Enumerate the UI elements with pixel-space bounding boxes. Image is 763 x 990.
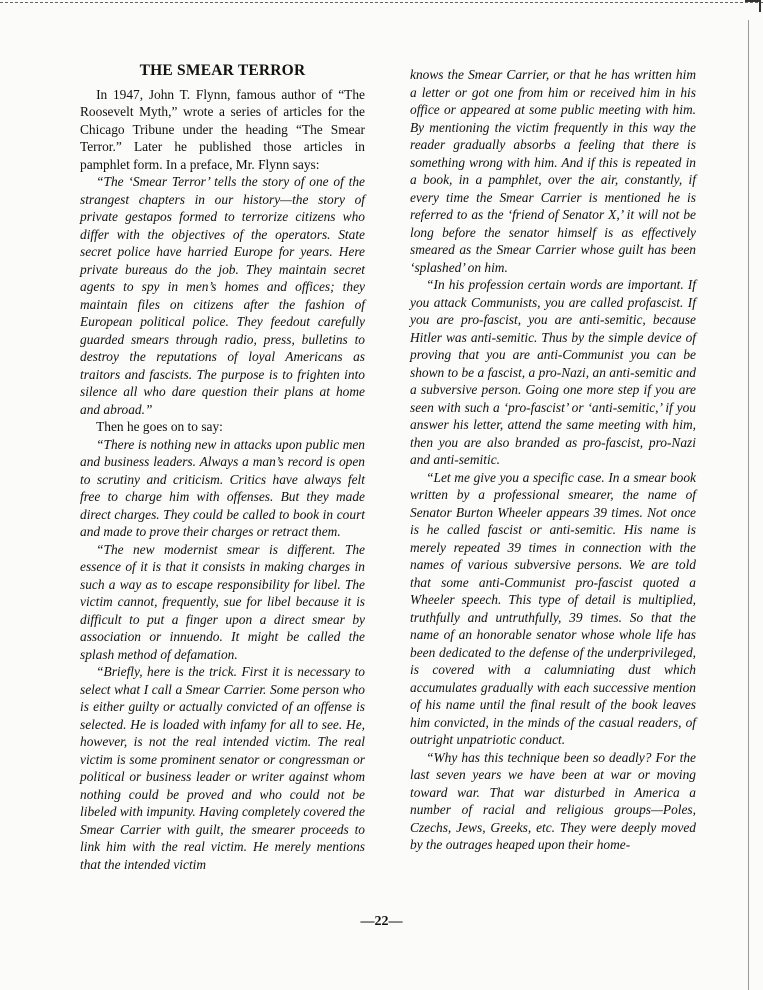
paragraph: In 1947, John T. Flynn, famous author of “The Roosevelt Myth,” wrote a series of articles for the Chicago Tribune under the heading “The Smear Terror.” Later he published those articles in pamphlet form. In a preface, Mr. Flynn says: bbox=[80, 86, 365, 172]
right-column bbox=[410, 66, 696, 854]
quote-paragraph: “There is nothing new in attacks upon public men and business leaders. Always a man’s record is open to scrutiny and criticism. Critics have always felt free to charge him with offenses. But they made direct charges. They could be called to book in court and made to prove their charges or retract them. bbox=[80, 436, 365, 539]
quote-paragraph: “The new modernist smear is different. The essence of it is that it consists in making charges in such a way as to escape responsibility for libel. The victim cannot, frequently, sue for libel because it is difficult to put a finger upon a direct smear by association or innuendo. It might be called the splash method of defamation. bbox=[80, 541, 365, 662]
paragraph: Then he goes on to say: bbox=[96, 419, 223, 434]
quote-paragraph: “Why has this technique been so deadly? For the last seven years we have been at war or moving toward war. That war disturbed in America a number of racial and religious groups—Poles, Czechs, Jews, Greeks, etc. They were deeply moved by the outrages heaped upon their home- bbox=[410, 749, 696, 852]
quote-paragraph: “The ‘Smear Terror’ tells the story of one of the strangest chapters in our history—the story of private gestapos formed to terrorize citizens who differ with the objectives of the operators. State secret police have harried Europe for years. Here private bureaus do the job. They maintain secret agents to spy in men’s homes and offices; they maintain files on citizens after the fashion of European political police. They feedout carefully guarded smears through radio, press, bulletins to destroy the reputations of loyal Americans as traitors and fascists. The purpose is to frighten into silence all who dare question their plans at home and abroad.” bbox=[80, 174, 365, 417]
quote-paragraph: “Let me give you a specific case. In a smear book written by a professional smearer, the name of Senator Burton Wheeler appears 39 times. Not once is he called fascist or anti-semitic. His name is merely repeated 39 times in connection with the names of various subversive persons. We are told that some anti-Communist pro-fascist quoted a Wheeler speech. This type of detail is multiplied, truthfully and untruthfully, 39 times. So that the name of an honorable senator whose whole life has been dedicated to the defense of the underprivileged, is covered with a calumniating dust which accumulates gradually with each successive mention of his name until the final result of the book leaves him convicted, in the minds of the casual readers, of outright unpatriotic conduct. bbox=[410, 469, 696, 747]
top-border-rule bbox=[0, 2, 763, 3]
quote-paragraph: “In his profession certain words are important. If you attack Communists, you are called profascist. If you are pro-fascist, you are anti-semitic, because Hitler was anti-semitic. Thus by the simple device of proving that you are anti-Communist you can be shown to be a fascist, a pro-Nazi, an anti-semitic and a subversive person. Going one more step if you are seen with such a ‘pro-fascist’ or ‘anti-semitic,’ if you answer his letter, attend the same meeting with him, then you are also branded as pro-fascist, pro-Nazi and anti-semitic. bbox=[410, 277, 696, 467]
page-corner-mark bbox=[745, 0, 761, 12]
page-number: —22— bbox=[360, 914, 403, 929]
quote-paragraph: “Briefly, here is the trick. First it is necessary to select what I call a Smear Carrier. Some person who is either guilty or actually convicted of an offense is selected. He is loaded with infamy for all to see. He, however, is not the real intended victim. The real victim is some prominent senator or congressman or political or business leader or writer against whom nothing could be proved and who could not be libeled with impunity. Having completely covered the Smear Carrier with guilt, the smearer proceeds to link him with the real victim. He merely mentions that the intended victim bbox=[80, 664, 365, 872]
article-heading: THE SMEAR TERROR bbox=[139, 62, 306, 79]
right-page-edge bbox=[748, 20, 749, 990]
quote-continuation: knows the Smear Carrier, or that he has written him a letter or got one from him or received him in his office or appeared at some public meeting with him. By mentioning the victim frequently in this way the reader gradually absorbs a feeling that there is something wrong with him. And if this is repeated in a book, in a pamphlet, over the air, constantly, if every time the Smear Carrier is mentioned he is referred to as the ‘friend of Senator X,’ it will not be long before the senator himself is as effectively smeared as the Smear Carrier whose guilt has been ‘splashed’ on him. bbox=[410, 67, 696, 275]
left-column bbox=[80, 62, 365, 873]
